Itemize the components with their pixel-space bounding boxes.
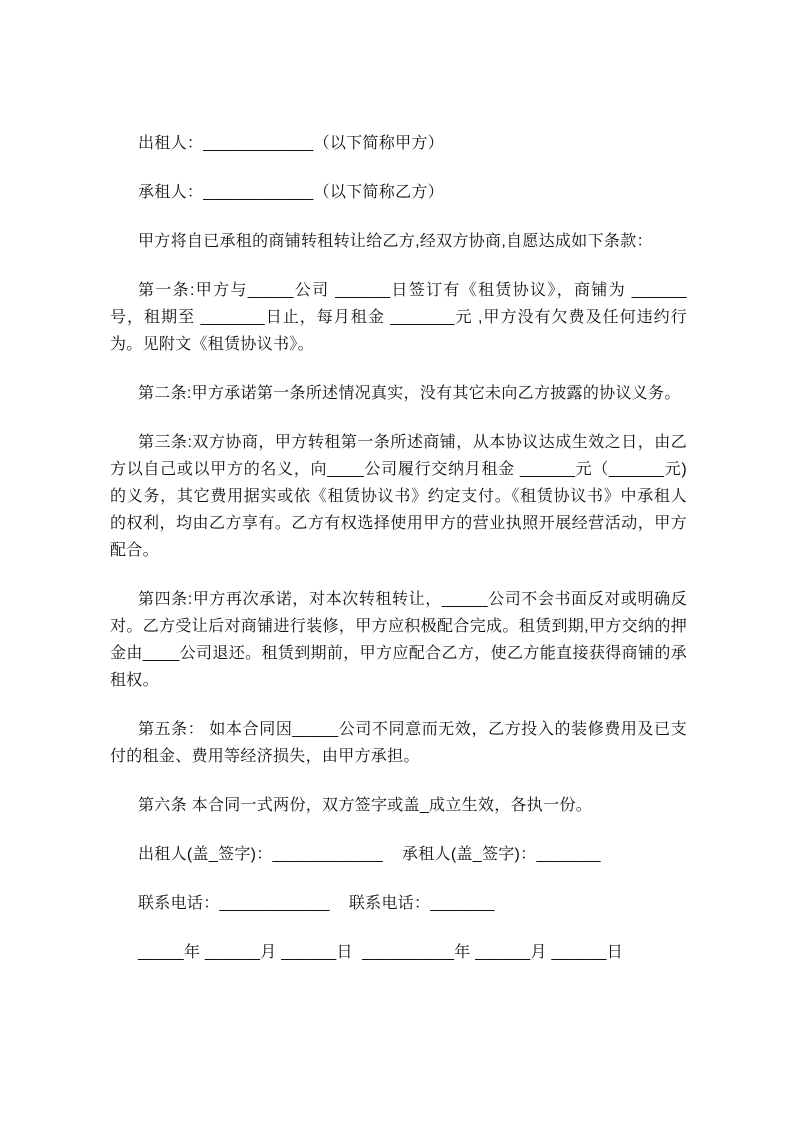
clause-3-paragraph: 第三条:双方协商，甲方转租第一条所述商铺，从本协议达成生效之日，由乙方以自己或以甲方的名义，向____公司履行交纳月租金 ______元（______元)的义务，其它费用据实或依《租赁协议书》约定支付。《租赁协议书》中承租人的权利，均由乙方享有。乙方有权选择使用甲方的营业执照开展经营活动，甲方配合。 [110, 434, 687, 559]
clause-4-paragraph: 第四条:甲方再次承诺，对本次转租转让，_____公司不会书面反对或明确反对。乙方受让后对商铺进行装修，甲方应积极配合完成。租赁到期,甲方交纳的押金由____公司退还。租赁到期前，甲方应配合乙方，使乙方能直接获得商铺的承租权。 [110, 591, 687, 689]
clause-1-paragraph: 第一条:甲方与_____公司 ______日签订有《租赁协议》，商铺为 ______号，租期至 _______日止，每月租金 _______元 ,甲方没有欠费及任何违约行为。见附文《租赁协议书》。 [110, 282, 687, 353]
date-line: _____年 ______月 ______日 __________年 ______月 ______日 [138, 944, 624, 961]
clause-2-paragraph: 第二条:甲方承诺第一条所述情况真实，没有其它未向乙方披露的协议义务。 [138, 385, 681, 402]
party-lessor-line: 出租人：____________（以下简称甲方） [138, 135, 444, 152]
phone-line: 联系电话：____________ 联系电话：_______ [138, 895, 495, 912]
preamble-paragraph: 甲方将自已承租的商铺转租转让给乙方,经双方协商,自愿达成如下条款： [138, 233, 653, 250]
clause-6-paragraph: 第六条 本合同一式两份，双方签字或盖_成立生效，各执一份。 [138, 797, 593, 814]
party-lessee-line: 承租人：____________（以下简称乙方） [138, 184, 444, 201]
signature-line: 出租人(盖_签字)：____________ 承租人(盖_签字)：_______ [138, 846, 601, 863]
clause-5-paragraph: 第五条： 如本合同因_____公司不同意而无效，乙方投入的装修费用及已支付的租金、费用等经济损失，由甲方承担。 [110, 721, 687, 765]
